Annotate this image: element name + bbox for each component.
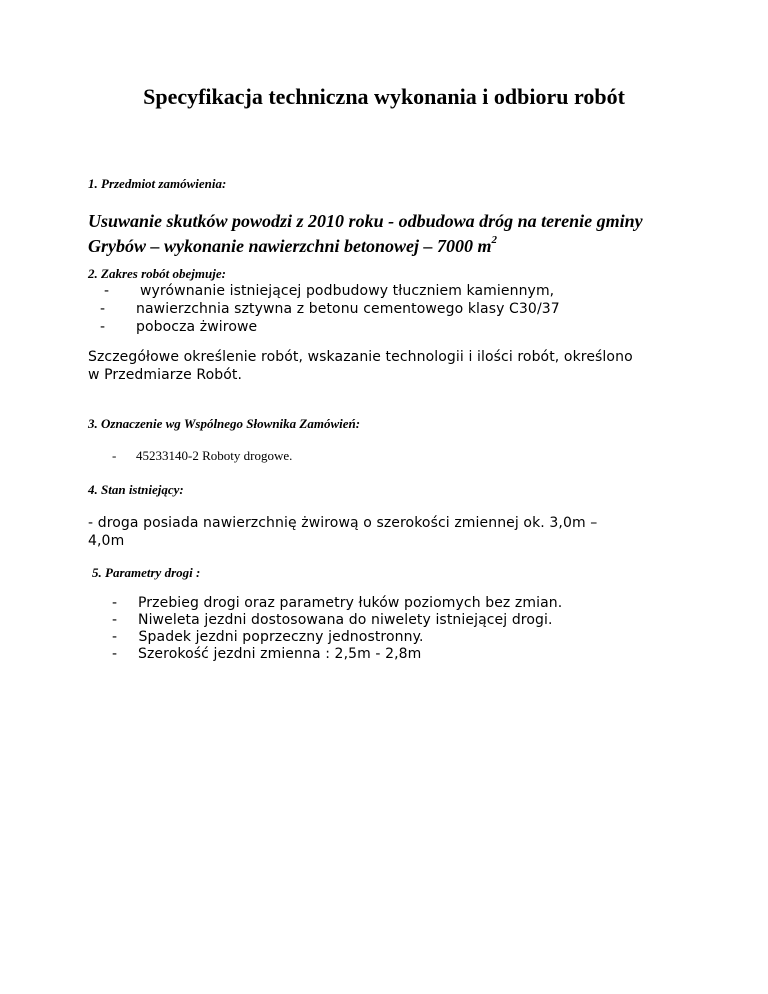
list-item bbox=[100, 318, 720, 336]
list-dash: - bbox=[112, 629, 118, 645]
list-dash: - bbox=[112, 646, 118, 662]
cpv-code-item: 45233140-2 Roboty drogowe. bbox=[136, 448, 293, 463]
list-dash: - bbox=[112, 595, 118, 611]
parameter-item-1: Przebieg drogi oraz parametry łuków poziomych bez zmian. bbox=[138, 595, 563, 611]
list-item bbox=[112, 611, 672, 628]
list-dash: - bbox=[100, 301, 106, 317]
existing-state-line-2: 4,0m bbox=[88, 533, 125, 549]
section-1-heading: 1. Przedmiot zamówienia: bbox=[88, 176, 227, 191]
document-title: Specyfikacja techniczna wykonania i odbioru robót bbox=[143, 84, 625, 109]
list-item bbox=[100, 300, 720, 318]
subject-line-2-text: Grybów – wykonanie nawierzchni betonowej – 7000 m bbox=[88, 236, 492, 256]
subject-line-1: Usuwanie skutków powodzi z 2010 roku - odbudowa dróg na terenie gminy bbox=[88, 211, 643, 231]
cpv-list bbox=[112, 448, 612, 466]
list-dash: - bbox=[100, 319, 106, 335]
scope-item-1: wyrównanie istniejącej podbudowy tłuczniem kamiennym, bbox=[140, 283, 555, 299]
scope-note-line-1: Szczegółowe określenie robót, wskazanie technologii i ilości robót, określono bbox=[88, 349, 633, 365]
list-item bbox=[112, 628, 672, 645]
section-3-heading: 3. Oznaczenie wg Wspólnego Słownika Zamówień: bbox=[88, 416, 361, 431]
section-2-heading: 2. Zakres robót obejmuje: bbox=[88, 266, 226, 281]
subject-line-2 bbox=[88, 231, 497, 258]
subject-superscript: 2 bbox=[491, 234, 498, 246]
scope-item-2: nawierzchnia sztywna z betonu cementowego klasy C30/37 bbox=[136, 301, 560, 317]
list-dash: - bbox=[112, 612, 118, 628]
scope-list bbox=[100, 282, 720, 336]
list-item bbox=[112, 594, 672, 611]
scope-note-line-2: w Przedmiarze Robót. bbox=[88, 367, 243, 383]
list-item bbox=[112, 645, 672, 662]
list-dash: - bbox=[112, 448, 117, 463]
scope-item-3: pobocza żwirowe bbox=[136, 319, 258, 335]
section-5-heading: 5. Parametry drogi : bbox=[92, 565, 201, 580]
existing-state-line-1: - droga posiada nawierzchnię żwirową o szerokości zmiennej ok. 3,0m – bbox=[88, 515, 598, 531]
parameters-list bbox=[112, 594, 672, 662]
parameter-item-4: Szerokość jezdni zmienna : 2,5m - 2,8m bbox=[138, 646, 422, 662]
list-dash: - bbox=[104, 283, 110, 299]
list-item bbox=[100, 282, 720, 300]
list-item bbox=[112, 448, 612, 466]
parameter-item-2: Niweleta jezdni dostosowana do niwelety istniejącej drogi. bbox=[138, 612, 553, 628]
section-4-heading: 4. Stan istniejący: bbox=[88, 482, 184, 497]
parameter-item-3: Spadek jezdni poprzeczny jednostronny. bbox=[134, 629, 424, 645]
